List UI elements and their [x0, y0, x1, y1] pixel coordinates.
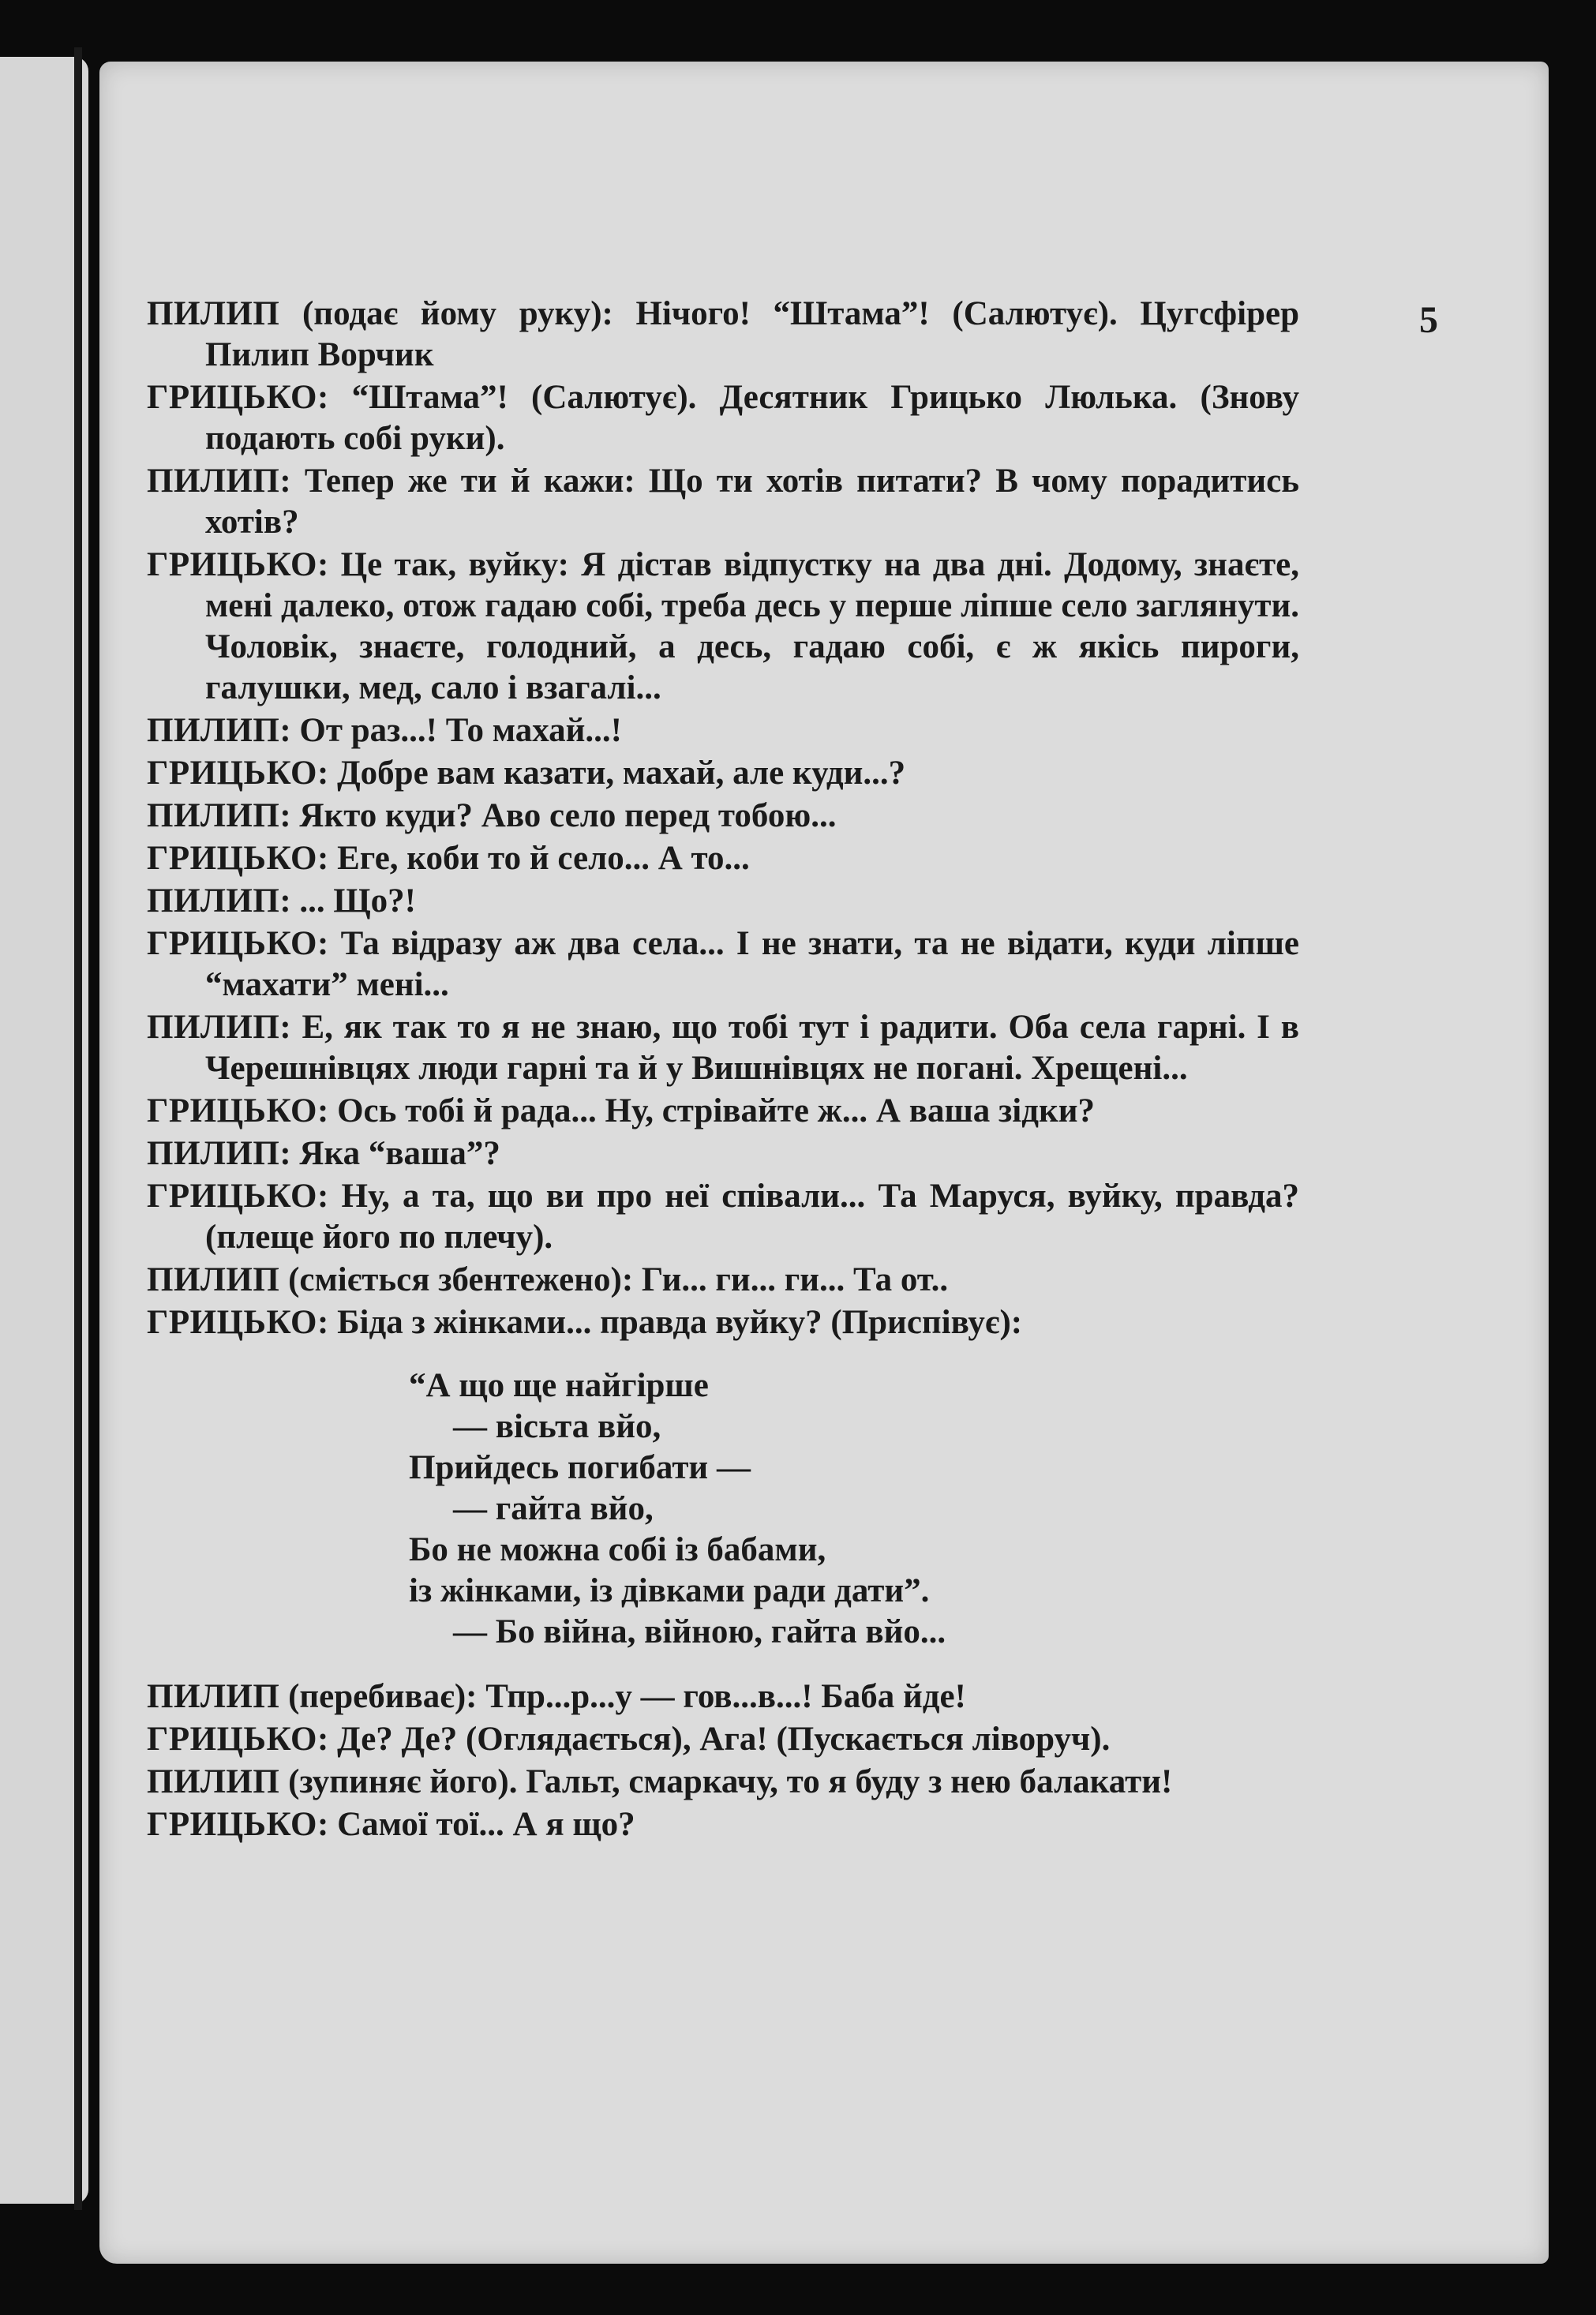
dialogue-line	[147, 838, 1299, 879]
line-text: : Тепер же ти й кажи: Що ти хотів питати? В чому порадитись хотів?	[205, 463, 1299, 541]
line-text: : Це так, вуйку: Я дістав відпустку на два дні. Додому, знаєте, мені далеко, отож гадаю собі, треба десь у перше ліпше село заглянути. Чоловік, знаєте, голодний, а десь, гадаю собі, є ж якісь пироги, галушки, мед, сало і взагалі...	[205, 546, 1299, 706]
dialogue-line	[147, 881, 1299, 922]
speaker-name: ГРИЦЬКО	[147, 1721, 318, 1758]
speaker-name: ПИЛИП	[147, 1678, 280, 1715]
line-text: : Ось тобі й рада... Ну, стрівайте ж... А ваша зідки?	[317, 1092, 1096, 1129]
dialogue-line	[147, 377, 1299, 459]
dialogue-line	[147, 1719, 1299, 1760]
speaker-name: ПИЛИП	[147, 1135, 280, 1172]
speaker-name: ПИЛИП	[147, 463, 280, 500]
line-text: (сміється збентежено): Ги... ги... ги... Та от..	[279, 1261, 949, 1298]
verse-line: — гайта вйо,	[453, 1490, 654, 1527]
line-text: : Якто куди? Аво село перед тобою...	[279, 797, 837, 834]
dialogue-block-before	[147, 294, 1299, 1343]
speaker-name: ПИЛИП	[147, 1261, 280, 1298]
speaker-name: ПИЛИП	[147, 712, 280, 749]
dialogue-line	[147, 1091, 1299, 1132]
line-text: : Яка “ваша”?	[279, 1135, 500, 1172]
speaker-name: ПИЛИП	[147, 1009, 280, 1046]
speaker-name: ГРИЦЬКО	[147, 546, 318, 583]
line-text: (подає йому руку): Нічого! “Штама”! (Салютує). Цугсфірер Пилип Ворчик	[205, 295, 1299, 373]
line-text: : Біда з жінками... правда вуйку? (Приспівує):	[317, 1304, 1023, 1341]
line-text: : ... Що?!	[279, 882, 416, 920]
dialogue-line	[147, 753, 1299, 794]
verse-line: із жінками, із дівками ради дати”.	[409, 1572, 930, 1609]
speaker-name: ПИЛИП	[147, 797, 280, 834]
line-text: : “Штама”! (Салютує). Десятник Грицько Люлька. (Знову подають собі руки).	[205, 379, 1299, 457]
speaker-name: ПИЛИП	[147, 1763, 280, 1800]
line-text: : Е, як так то я не знаю, що тобі тут і радити. Оба села гарні. І в Черешнівцях люди гарні та й у Вишнівцях не погані. Хрещені...	[205, 1009, 1299, 1087]
speaker-name: ГРИЦЬКО	[147, 1092, 318, 1129]
line-text: : Та відразу аж два села... І не знати, та не відати, куди ліпше “махати” мені...	[205, 925, 1299, 1003]
line-text: : Ну, а та, що ви про неї співали... Та Маруся, вуйку, правда? (плеще його по плечу).	[205, 1178, 1299, 1256]
line-text: : От раз...! То махай...!	[279, 712, 623, 749]
page-number: 5	[1419, 299, 1438, 341]
line-text: (зупиняє його). Гальт, смаркачу, то я буду з нею балакати!	[279, 1763, 1173, 1800]
dialogue-line	[147, 1176, 1299, 1258]
dialogue-line	[147, 796, 1299, 837]
dialogue-line	[147, 1133, 1299, 1174]
dialogue-line	[147, 1302, 1299, 1343]
verse-line: “А що ще найгірше	[409, 1367, 709, 1404]
speaker-name: ГРИЦЬКО	[147, 755, 318, 792]
verse-line: Прийдесь погибати —	[409, 1449, 751, 1486]
dialogue-line	[147, 1676, 1299, 1718]
line-text: : Добре вам казати, махай, але куди...?	[317, 755, 906, 792]
speaker-name: ПИЛИП	[147, 882, 280, 920]
dialogue-line	[147, 1007, 1299, 1089]
line-text: : Де? Де? (Оглядається), Ага! (Пускається ліворуч).	[317, 1721, 1111, 1758]
line-text: : Еге, коби то й село... А то...	[317, 840, 750, 877]
speaker-name: ГРИЦЬКО	[147, 379, 318, 416]
speaker-name: ГРИЦЬКО	[147, 840, 318, 877]
speaker-name: ГРИЦЬКО	[147, 1178, 318, 1215]
book-gutter	[74, 47, 82, 2210]
dialogue-line	[147, 1260, 1299, 1301]
speaker-name: ГРИЦЬКО	[147, 1806, 318, 1843]
speaker-name: ГРИЦЬКО	[147, 1304, 318, 1341]
line-text: : Самої тої... А я що?	[317, 1806, 635, 1843]
speaker-name: ГРИЦЬКО	[147, 925, 318, 962]
dialogue-line	[147, 461, 1299, 543]
verse-line: — вісьта вйо,	[453, 1408, 661, 1445]
dialogue-line	[147, 1804, 1299, 1845]
dialogue-line	[147, 710, 1299, 751]
play-text	[147, 294, 1299, 1847]
verse-line: — Бо війна, війною, гайта вйо...	[453, 1613, 946, 1650]
speaker-name: ПИЛИП	[147, 295, 280, 332]
song-verse	[147, 1365, 1299, 1653]
dialogue-block-after	[147, 1676, 1299, 1845]
line-text: (перебиває): Тпр...р...у — гов...в...! Баба йде!	[279, 1678, 966, 1715]
verse-line: Бо не можна собі із бабами,	[409, 1531, 826, 1568]
dialogue-line	[147, 294, 1299, 376]
dialogue-line	[147, 923, 1299, 1006]
dialogue-line	[147, 1762, 1299, 1803]
dialogue-line	[147, 545, 1299, 709]
